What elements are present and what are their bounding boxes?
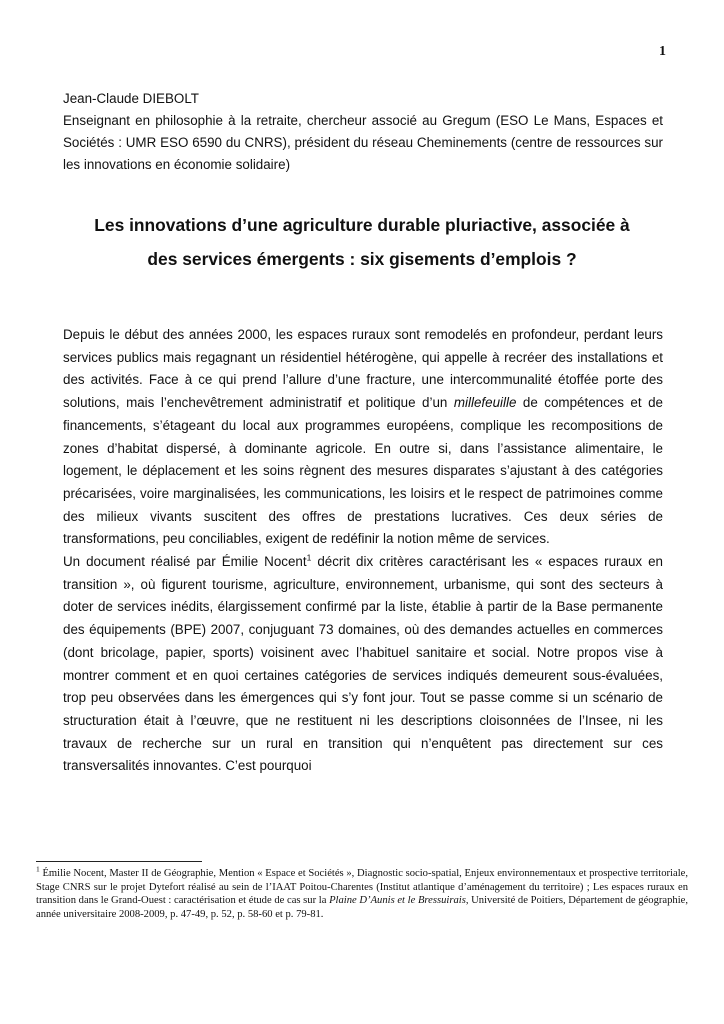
footnote-separator xyxy=(36,861,202,862)
author-block xyxy=(63,88,663,176)
footnote xyxy=(36,864,688,921)
p2-text-start: Un document réalisé par Émilie Nocent xyxy=(63,554,307,570)
footnote-text-end: , Université de Poitiers, Département de géographie, année universitaire 2008-2009, p. 47-49, p. 52, p. 58-60 et p. 79-81. xyxy=(36,895,688,920)
author-affiliation: Enseignant en philosophie à la retraite, chercheur associé au Gregum (ESO Le Mans, Espaces et Sociétés : UMR ESO 6590 du CNRS), président du réseau Cheminements (centre de ressources sur les innovations en économie solidaire) xyxy=(63,113,663,172)
footnote-text-start: Émilie Nocent, Master II de Géographie, Mention « Espace et Sociétés », Diagnostic socio-spatial, Enjeux environnementaux et prospective territoriale, Stage CNRS sur le projet Dytefort réalisé au sein de l’IAAT Poitou-Charentes (Institut atlantique d’aménagement du territoire) ; Les espaces ruraux en transition dans le Grand-Ouest : caractérisation et étude de cas sur la xyxy=(36,868,688,907)
title-line-2: des services émergents : six gisements d’emplois ? xyxy=(147,249,577,269)
article-body xyxy=(63,324,663,778)
footnote-reference[interactable]: 1 xyxy=(306,552,312,563)
author-name: Jean-Claude DIEBOLT xyxy=(63,91,199,106)
p1-italic-term: millefeuille xyxy=(453,395,517,411)
footnote-number: 1 xyxy=(36,864,40,874)
footnote-italic-title: Plaine D’Aunis et le Bressuirais xyxy=(329,895,466,907)
title-line-1: Les innovations d’une agriculture durable pluriactive, associée à xyxy=(94,215,630,235)
footnote-1 xyxy=(36,864,688,921)
p1-text-start: Depuis le début des années 2000, les espaces ruraux sont remodelés en profondeur, perdant leurs services publics mais regagnant un résidentiel hétérogène, qui appelle à recréer des installations et des activités. Face à ce qui prend l’allure d’une fracture, une intercommunalité étoffée porte des solutions, mais l’enchevêtrement administratif et politique d’un xyxy=(63,327,663,411)
p1-text-end: de compétences et de financements, s’étageant du local aux programmes européens, complique les recompositions de zones d’habitat dispersé, à dominante agricole. En outre si, dans l’assistance alimentaire, le logement, le déplacement et les soins règnent des mesures disparates s’ajustant à des catégories précarisées, voire marginalisées, les communications, les loisirs et le respect de patrimoines comme des milieux vivants suscitent des offres de prestations lucratives. Ces deux séries de transformations, peu conciliables, exigent de redéfinir la notion même de services. xyxy=(63,395,663,547)
p2-text-end: décrit dix critères caractérisant les « espaces ruraux en transition », où figurent tourisme, agriculture, environnement, urbanisme, qui sont des secteurs à doter de services inédits, élargissement confirmé par la liste, établie à partir de la Base permanente des équipements (BPE) 2007, conjuguant 73 domaines, où des demandes actuelles en commerces (dont bricolage, papier, sports) voisinent avec l’habituel sanitaire et social. Notre propos vise à montrer comment et en quoi certaines catégories de services indiqués demeurent sous-évaluées, trop peu observées dans les émergences qui s’y font jour. Tout se passe comme si un scénario de structuration était à l’œuvre, que ne restituent ni les descriptions cloisonnées de l’Insee, ni les travaux de recherche sur un rural en transition qui n’enquêtent pas directement sur ces transversalités innovantes. C’est pourquoi xyxy=(63,554,663,774)
article-title xyxy=(40,208,684,276)
page-number: 1 xyxy=(659,44,666,59)
body-paragraph-2 xyxy=(63,551,663,778)
body-paragraph-1 xyxy=(63,324,663,551)
